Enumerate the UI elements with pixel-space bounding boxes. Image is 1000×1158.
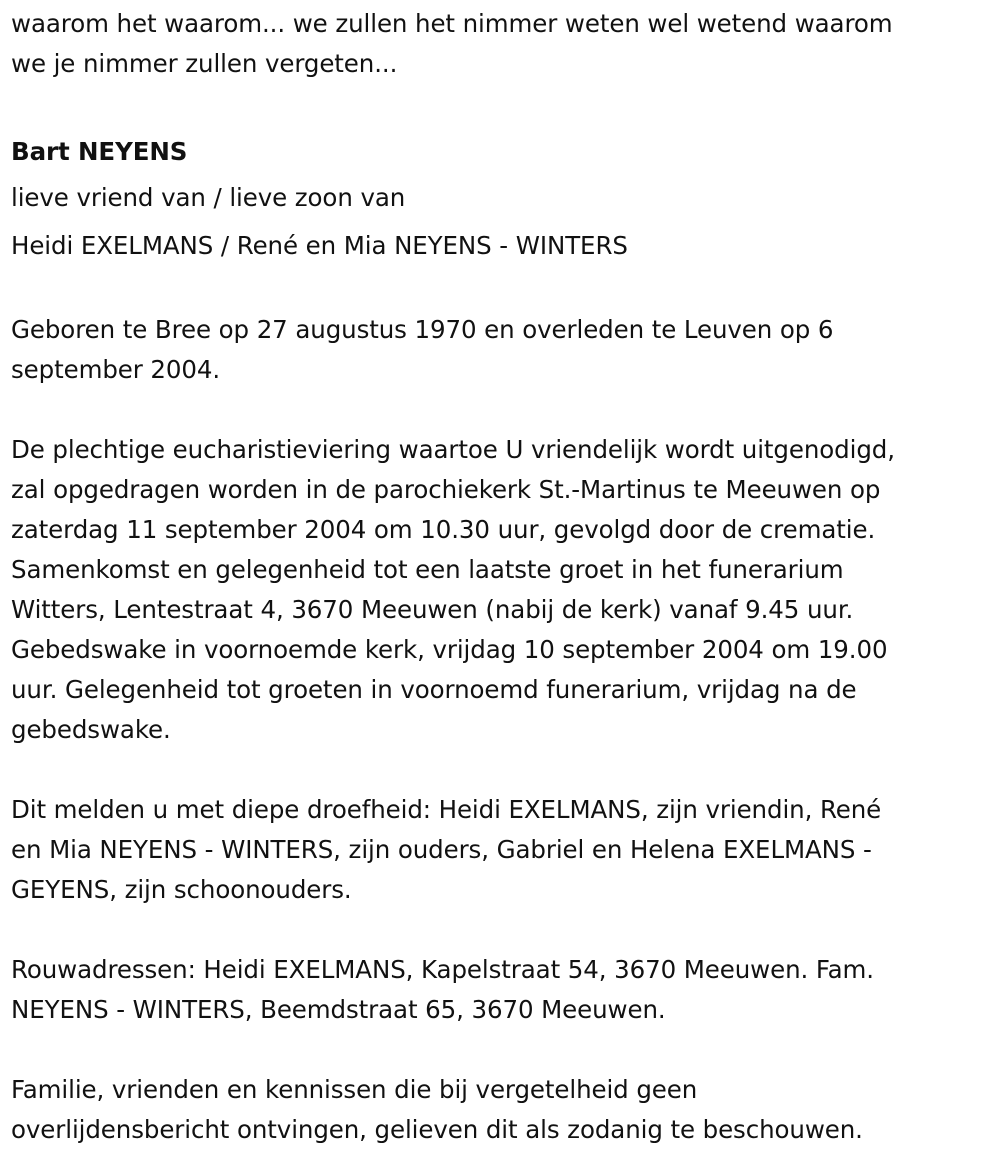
announcement-line-2: en Mia NEYENS - WINTERS, zijn ouders, Gabriel en Helena EXELMANS - (11, 835, 872, 864)
announcement-paragraph (11, 790, 1000, 910)
intro-line-1: waarom het waarom... we zullen het nimmer weten wel wetend waarom (11, 9, 893, 38)
closing-line-1: Familie, vrienden en kennissen die bij vergetelheid geen (11, 1075, 698, 1104)
ceremony-paragraph (11, 430, 1000, 750)
announcement-line-1: Dit melden u met diepe droefheid: Heidi EXELMANS, zijn vriendin, René (11, 795, 882, 824)
ceremony-line-6: Gebedswake in voornoemde kerk, vrijdag 10 september 2004 om 19.00 (11, 635, 888, 664)
ceremony-line-7: uur. Gelegenheid tot groeten in voornoemd funerarium, vrijdag na de (11, 675, 857, 704)
spacer (11, 910, 1000, 950)
ceremony-line-5: Witters, Lentestraat 4, 3670 Meeuwen (nabij de kerk) vanaf 9.45 uur. (11, 595, 854, 624)
deceased-block (11, 130, 1000, 270)
addresses-line-1: Rouwadressen: Heidi EXELMANS, Kapelstraat 54, 3670 Meeuwen. Fam. (11, 955, 874, 984)
addresses-line-2: NEYENS - WINTERS, Beemdstraat 65, 3670 Meeuwen. (11, 995, 666, 1024)
birth-death-paragraph (11, 310, 1000, 390)
spacer (11, 1030, 1000, 1070)
deceased-relatives: Heidi EXELMANS / René en Mia NEYENS - WINTERS (11, 231, 628, 260)
spacer (11, 270, 1000, 310)
deceased-relation: lieve vriend van / lieve zoon van (11, 183, 406, 212)
deceased-name: Bart NEYENS (11, 137, 188, 166)
ceremony-line-1: De plechtige eucharistieviering waartoe U vriendelijk wordt uitgenodigd, (11, 435, 895, 464)
ceremony-line-4: Samenkomst en gelegenheid tot een laatste groet in het funerarium (11, 555, 844, 584)
birth-death-line-2: september 2004. (11, 355, 221, 384)
announcement-line-3: GEYENS, zijn schoonouders. (11, 875, 352, 904)
ceremony-line-3: zaterdag 11 september 2004 om 10.30 uur, gevolgd door de crematie. (11, 515, 876, 544)
spacer (11, 390, 1000, 430)
intro-verse (11, 4, 1000, 84)
spacer (11, 750, 1000, 790)
intro-line-2: we je nimmer zullen vergeten... (11, 49, 398, 78)
ceremony-line-8: gebedswake. (11, 715, 171, 744)
closing-paragraph (11, 1070, 1000, 1150)
ceremony-line-2: zal opgedragen worden in de parochiekerk St.-Martinus te Meeuwen op (11, 475, 881, 504)
addresses-paragraph (11, 950, 1000, 1030)
closing-line-2: overlijdensbericht ontvingen, gelieven dit als zodanig te beschouwen. (11, 1115, 863, 1144)
spacer (11, 84, 1000, 124)
birth-death-line-1: Geboren te Bree op 27 augustus 1970 en overleden te Leuven op 6 (11, 315, 834, 344)
